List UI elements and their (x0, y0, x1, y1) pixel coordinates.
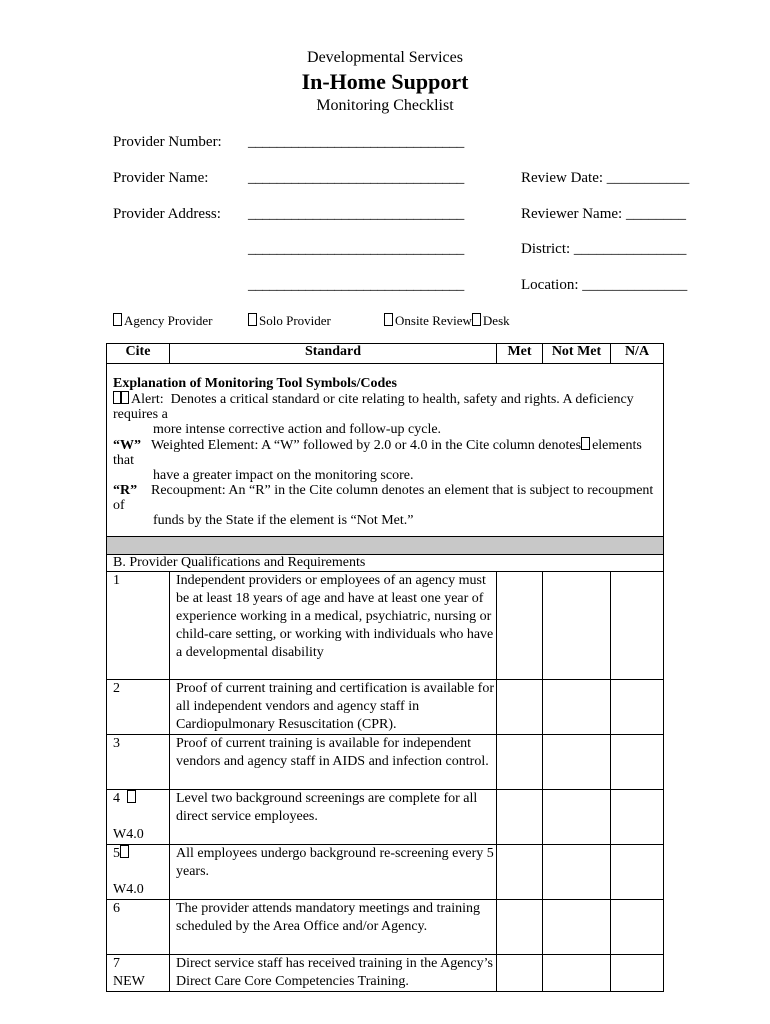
section-title: B. Provider Qualifications and Requirements (107, 555, 664, 572)
w-key: “W” (113, 438, 141, 453)
alert-text: Denotes a critical standard or cite relating to health, safety and rights. A deficiency requires a (113, 392, 634, 422)
doc-subheading: Monitoring Checklist (316, 97, 454, 114)
monitoring-table (106, 343, 664, 992)
not-met-cell[interactable] (543, 790, 611, 845)
r-text: Recoupment: An “R” in the Cite column denotes an element that is subject to recoupment of (113, 483, 654, 513)
alert-icon (120, 845, 129, 858)
shaded-divider (107, 537, 664, 555)
solo-provider-option[interactable]: Solo Provider (248, 313, 331, 329)
table-row (107, 735, 664, 790)
not-met-cell[interactable] (543, 572, 611, 680)
table-row (107, 790, 664, 845)
explanation-row (107, 364, 664, 537)
agency-provider-option[interactable]: Agency Provider (113, 313, 212, 329)
provider-address-field-3[interactable]: ______________________________ (248, 277, 465, 293)
standard-cell: Proof of current training is available for independent vendors and agency staff in AIDS and infection control. (170, 735, 497, 790)
section-row (107, 555, 664, 572)
review-type-options[interactable] (384, 313, 510, 329)
provider-number-field[interactable]: ______________________________ (248, 134, 465, 150)
met-cell[interactable] (497, 735, 543, 790)
table-row (107, 900, 664, 955)
alert-icon (127, 790, 136, 803)
provider-name-field[interactable]: ______________________________ (248, 170, 465, 186)
w-text-b: elements that (113, 438, 642, 468)
doc-subtitle: Developmental Services (307, 49, 463, 66)
provider-address-field-1[interactable]: ______________________________ (248, 206, 465, 222)
r-key: “R” (113, 483, 138, 498)
not-met-cell[interactable] (543, 955, 611, 992)
col-cite: Cite (107, 344, 170, 364)
alert-text-cont: more intense corrective action and follow-up cycle. (153, 422, 442, 437)
review-date-field[interactable]: Review Date: ___________ (521, 170, 690, 186)
not-met-cell[interactable] (543, 900, 611, 955)
table-row (107, 845, 664, 900)
na-cell[interactable] (611, 790, 664, 845)
cite-cell: 3 (107, 735, 170, 790)
col-met: Met (497, 344, 543, 364)
provider-address-field-2[interactable]: ______________________________ (248, 241, 465, 257)
standard-cell: The provider attends mandatory meetings and training scheduled by the Area Office and/or Agency. (170, 900, 497, 955)
cite-cell: 7 NEW (107, 955, 170, 992)
standard-cell: Proof of current training and certification is available for all independent vendors and agency staff in Cardiopulmonary Resuscitation (CPR). (170, 680, 497, 735)
standard-cell: Level two background screenings are complete for all direct service employees. (170, 790, 497, 845)
standard-cell: Independent providers or employees of an agency must be at least 18 years of age and have at least one year of experience working in a medical, psychiatric, nursing or child-care setting, or working with individuals who have a developmental disability (170, 572, 497, 680)
met-cell[interactable] (497, 572, 543, 680)
table-row (107, 680, 664, 735)
table-row (107, 955, 664, 992)
na-cell[interactable] (611, 572, 664, 680)
na-cell[interactable] (611, 680, 664, 735)
alert-icon (581, 437, 590, 450)
explanation-title: Explanation of Monitoring Tool Symbols/Codes (113, 376, 397, 391)
divider-row (107, 537, 664, 555)
provider-address-label: Provider Address: (113, 206, 221, 222)
location-field[interactable]: Location: ______________ (521, 277, 688, 293)
district-field[interactable]: District: _______________ (521, 241, 687, 257)
explanation-box (107, 364, 664, 537)
na-cell[interactable] (611, 955, 664, 992)
checkbox-icon[interactable] (248, 313, 257, 326)
cite-cell: 6 (107, 900, 170, 955)
met-cell[interactable] (497, 680, 543, 735)
col-na: N/A (611, 344, 664, 364)
col-standard: Standard (170, 344, 497, 364)
na-cell[interactable] (611, 845, 664, 900)
onsite-review-option: Onsite Review (395, 313, 472, 328)
cite-cell: 5 W4.0 (107, 845, 170, 900)
met-cell[interactable] (497, 955, 543, 992)
checkbox-icon[interactable] (472, 313, 481, 326)
doc-title: In-Home Support (301, 69, 469, 94)
met-cell[interactable] (497, 790, 543, 845)
na-cell[interactable] (611, 735, 664, 790)
cite-cell: 4 W4.0 (107, 790, 170, 845)
not-met-cell[interactable] (543, 845, 611, 900)
provider-number-label: Provider Number: (113, 134, 222, 150)
checkbox-icon[interactable] (384, 313, 393, 326)
desk-option: Desk (482, 313, 510, 328)
r-text-cont: funds by the State if the element is “Not Met.” (153, 513, 414, 528)
standard-cell: Direct service staff has received training in the Agency’s Direct Care Core Competencies Training. (170, 955, 497, 992)
standard-cell: All employees undergo background re-screening every 5 years. (170, 845, 497, 900)
met-cell[interactable] (497, 900, 543, 955)
provider-name-label: Provider Name: (113, 170, 209, 186)
na-cell[interactable] (611, 900, 664, 955)
met-cell[interactable] (497, 845, 543, 900)
cite-cell: 2 (107, 680, 170, 735)
w-text-cont: have a greater impact on the monitoring score. (153, 468, 414, 483)
checkbox-icon[interactable] (113, 313, 122, 326)
col-not-met: Not Met (543, 344, 611, 364)
table-header-row (107, 344, 664, 364)
not-met-cell[interactable] (543, 680, 611, 735)
w-text: Weighted Element: A “W” followed by 2.0 or 4.0 in the Cite column denotes (151, 438, 582, 453)
cite-cell: 1 (107, 572, 170, 680)
not-met-cell[interactable] (543, 735, 611, 790)
table-row (107, 572, 664, 680)
alert-icon (120, 391, 129, 404)
reviewer-name-field[interactable]: Reviewer Name: ________ (521, 206, 686, 222)
alert-label: Alert: (131, 392, 164, 407)
